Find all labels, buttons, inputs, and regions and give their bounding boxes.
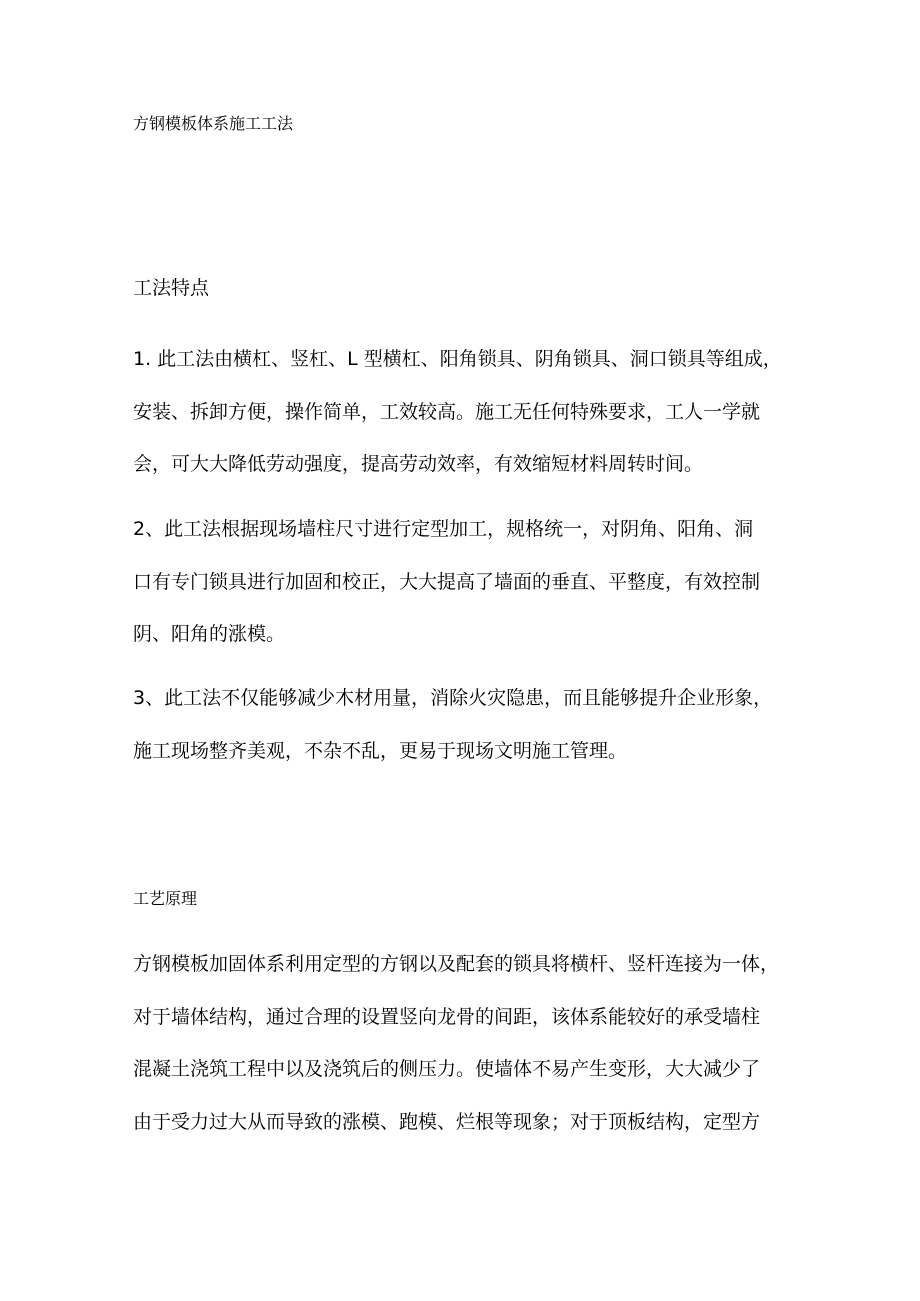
section-heading-principle: 工艺原理 — [133, 889, 198, 908]
paragraph-line: 3、此工法不仅能够减少木材用量，消除火灾隐患，而且能够提升企业形象， — [133, 687, 773, 709]
paragraph-line: 会，可大大降低劳动强度，提高劳动效率，有效缩短材料周转时间。 — [133, 453, 704, 475]
paragraph-line: 施工现场整齐美观，不杂不乱，更易于现场文明施工管理。 — [133, 739, 628, 762]
features-paragraph-2 — [133, 516, 803, 674]
paragraph-line: 混凝土浇筑工程中以及浇筑后的侧压力。使墙体不易产生变形，大大减少了 — [133, 1058, 761, 1080]
document-title: 方钢模板体系施工工法 — [133, 114, 294, 133]
features-paragraph-1 — [133, 346, 803, 504]
section-heading-features: 工法特点 — [133, 277, 210, 299]
paragraph-line: 对于墙体结构，通过合理的设置竖向龙骨的间距，该体系能较好的承受墙柱 — [133, 1005, 761, 1028]
paragraph-line: 方钢模板加固体系利用定型的方钢以及配套的锁具将横杆、竖杆连接为一体， — [133, 953, 780, 975]
paragraph-line: 1. 此工法由横杠、竖杠、L 型横杠、阳角锁具、阴角锁具、洞口锁具等组成， — [133, 348, 782, 370]
paragraph-line: 安装、拆卸方便，操作简单，工效较高。施工无任何特殊要求，工人一学就 — [133, 400, 761, 423]
paragraph-line: 2、此工法根据现场墙柱尺寸进行定型加工，规格统一，对阴角、阳角、洞 — [133, 518, 754, 540]
principle-paragraph-1 — [133, 951, 803, 1161]
features-paragraph-3 — [133, 685, 803, 790]
paragraph-line: 由于受力过大从而导致的涨模、跑模、烂根等现象；对于顶板结构，定型方 — [133, 1110, 761, 1133]
paragraph-line: 阴、阳角的涨模。 — [133, 623, 286, 645]
paragraph-line: 口有专门锁具进行加固和校正，大大提高了墙面的垂直、平整度，有效控制 — [133, 570, 761, 593]
